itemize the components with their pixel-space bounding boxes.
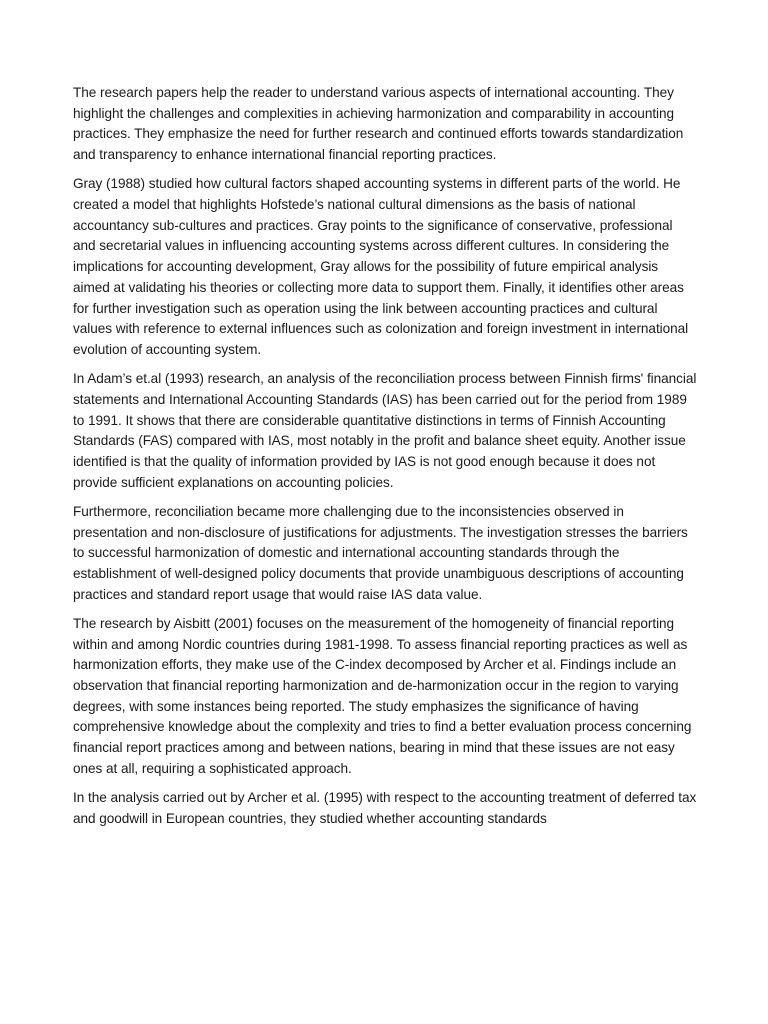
paragraph-gray-1988: Gray (1988) studied how cultural factors shaped accounting systems in different parts of the world. He created a model that highlights Hofstede’s national cultural dimensions as the basis of national accountancy sub-cultures and practices. Gray points to the significance of conservative, professional and secretarial values in influencing accounting systems across different cultures. In considering the implications for accounting development, Gray allows for the possibility of future empirical analysis aimed at validating his theories or collecting more data to support them. Finally, it identifies other areas for further investigation such as operation using the link between accounting practices and cultural values with reference to external influences such as colonization and foreign investment in international evolution of accounting system.	[73, 176, 689, 357]
paragraph-aisbitt-2001: The research by Aisbitt (2001) focuses on the measurement of the homogeneity of financial reporting within and among Nordic countries during 1981-1998. To assess financial reporting practices as well as harmonization efforts, they make use of the C-index decomposed by Archer et al. Findings include an observation that financial reporting harmonization and de-harmonization occur in the region to varying degrees, with some instances being reported. The study emphasizes the significance of having comprehensive knowledge about the complexity and tries to find a better evaluation process concerning financial report practices among and between nations, bearing in mind that these issues are not easy ones at all, requiring a sophisticated approach.	[73, 615, 692, 776]
paragraph-intro: The research papers help the reader to understand various aspects of international accounting. They highlight the challenges and complexities in achieving harmonization and comparability in accounting practices. They emphasize the need for further research and continued efforts towards standardization and transparency to enhance international financial reporting practices.	[73, 85, 684, 163]
paragraph-reconciliation: Furthermore, reconciliation became more challenging due to the inconsistencies observed in presentation and non-disclosure of justifications for adjustments. The investigation stresses the barriers to successful harmonization of domestic and international accounting standards through the establishment of well-designed policy documents that provide unambiguous descriptions of accounting practices and standard report usage that would raise IAS data value.	[73, 503, 688, 602]
paragraph-archer-1995: In the analysis carried out by Archer et al. (1995) with respect to the accounting treatment of deferred tax and goodwill in European countries, they studied whether accounting standards	[73, 790, 697, 826]
paragraph-adams-1993: In Adam’s et.al (1993) research, an analysis of the reconciliation process between Finnish firms' financial statements and International Accounting Standards (IAS) has been carried out for the period from 1989 to 1991. It shows that there are considerable quantitative distinctions in terms of Finnish Accounting Standards (FAS) compared with IAS, most notably in the profit and balance sheet equity. Another issue identified is that the quality of information provided by IAS is not good enough because it does not provide sufficient explanations on accounting policies.	[73, 371, 697, 490]
document-body	[73, 83, 698, 838]
